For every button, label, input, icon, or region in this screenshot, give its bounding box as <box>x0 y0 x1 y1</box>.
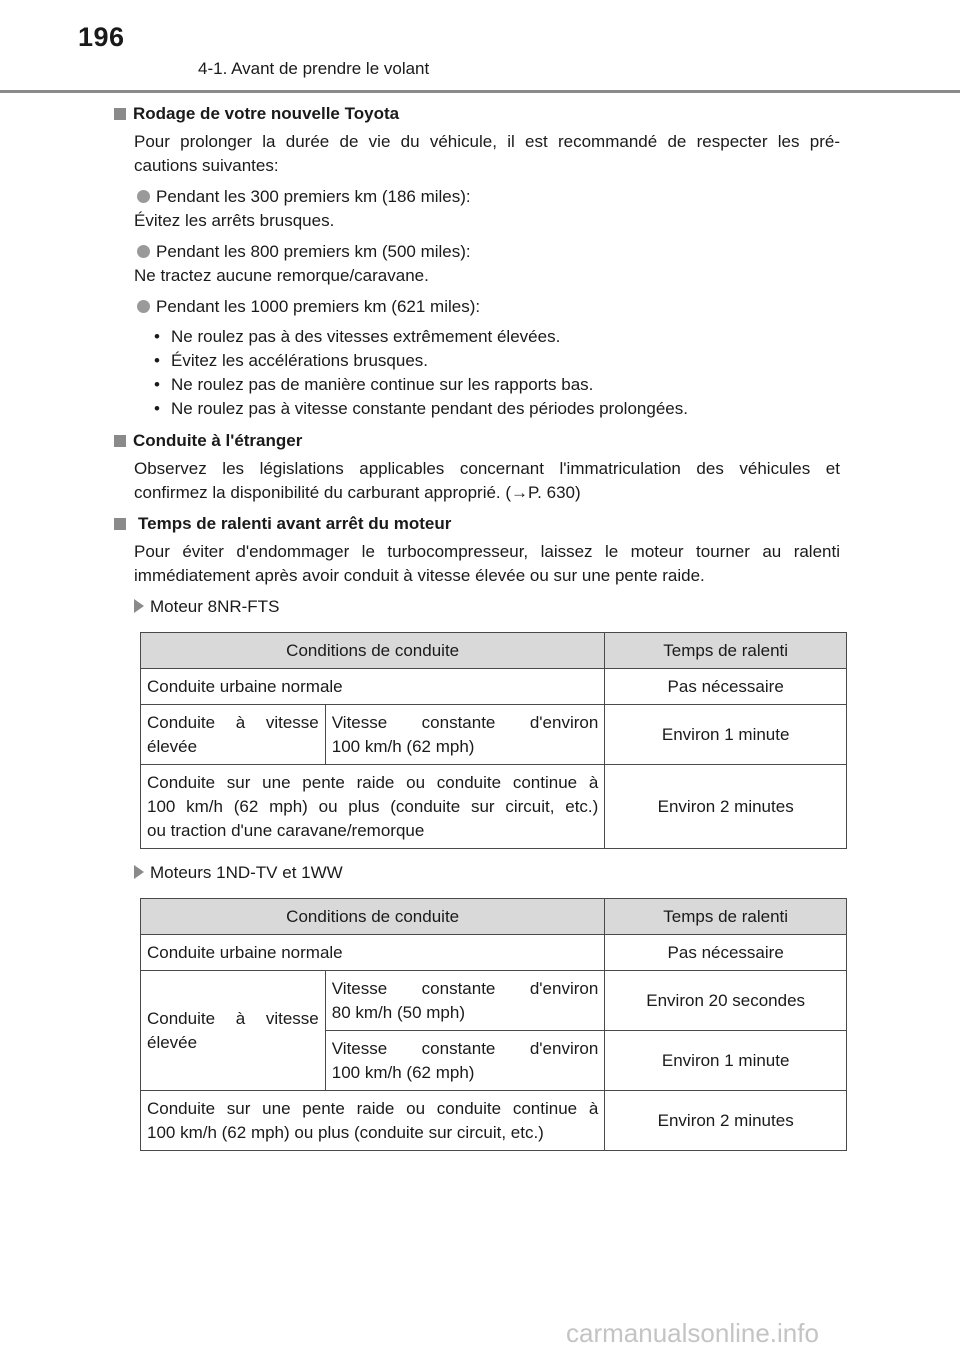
table-row <box>141 935 847 971</box>
cell-speed: Vitesse constante d'environ 80 km/h (50 mph) <box>325 971 605 1031</box>
page-header <box>0 0 960 92</box>
sub-item: • Évitez les accélérations brusques. <box>154 351 429 370</box>
sub-item-text: Ne roulez pas à des vitesses extrêmement élevées. <box>171 327 561 346</box>
cell-time: Pas nécessaire <box>605 935 847 971</box>
idle-table-8nr <box>140 632 847 849</box>
cell-time: Environ 2 minutes <box>605 765 847 849</box>
col-header-time: Temps de ralenti <box>605 633 847 669</box>
idle-table-1nd <box>140 898 847 1151</box>
cell-time: Environ 1 minute <box>605 705 847 765</box>
table-row <box>141 971 847 1031</box>
intro-line-2: cautions suivantes: <box>134 156 279 175</box>
cell-condition: Conduite urbaine normale <box>141 669 605 705</box>
intro-line-1: Pour prolonger la durée de vie du véhicule, il est recommandé de respecter les pré- <box>134 132 840 151</box>
ralenti-line-1: Pour éviter d'endommager le turbocompresseur, laissez le moteur tourner au ralenti <box>134 542 840 561</box>
heading-rodage <box>114 102 399 126</box>
sub-item: • Ne roulez pas de manière continue sur les rapports bas. <box>154 375 594 394</box>
sub-item: • Ne roulez pas à vitesse constante pendant des périodes prolongées. <box>154 399 688 418</box>
circle-bullet-icon <box>137 245 150 258</box>
heading-etranger <box>114 429 302 453</box>
table-row <box>141 669 847 705</box>
sub-item-text: Ne roulez pas à vitesse constante pendant des périodes prolongées. <box>171 399 688 418</box>
ralenti-line-2: immédiatement après avoir conduit à vitesse élevée ou sur une pente raide. <box>134 566 705 585</box>
bullet-subtext: Évitez les arrêts brusques. <box>134 211 335 230</box>
watermark: carmanualsonline.info <box>566 1318 819 1348</box>
cell-condition: Conduite urbaine normale <box>141 935 605 971</box>
table-header-row <box>141 633 847 669</box>
col-header-time: Temps de ralenti <box>605 899 847 935</box>
bullet-subtext: Ne tractez aucune remorque/caravane. <box>134 266 429 285</box>
heading-text: Conduite à l'étranger <box>133 431 303 450</box>
cell-condition: Conduite sur une pente raide ou conduite continue à 100 km/h (62 mph) ou plus (conduite sur circuit, etc.) ou traction d'une caravane/remorque <box>141 765 605 849</box>
table-header-row <box>141 899 847 935</box>
heading-text: Temps de ralenti avant arrêt du moteur <box>138 514 452 533</box>
cell-condition: Conduite à vitesse élevée <box>141 971 326 1091</box>
square-bullet-icon <box>114 108 126 120</box>
bullet-text: Pendant les 800 premiers km (500 miles): <box>156 242 471 261</box>
cell-speed: Vitesse constante d'environ 100 km/h (62 mph) <box>325 705 605 765</box>
etranger-line-1: Observez les législations applicables concernant l'immatriculation des véhicules et <box>134 459 840 478</box>
table-row <box>141 765 847 849</box>
cell-time: Environ 1 minute <box>605 1031 847 1091</box>
square-bullet-icon <box>114 518 126 530</box>
bullet-800km <box>134 240 837 288</box>
engine-text: Moteur 8NR-FTS <box>150 597 280 616</box>
bullet-text: Pendant les 300 premiers km (186 miles): <box>156 187 471 206</box>
bullet-text: Pendant les 1000 premiers km (621 miles): <box>156 297 481 316</box>
col-header-conditions: Conditions de conduite <box>141 899 605 935</box>
section-title: 4-1. Avant de prendre le volant <box>198 59 430 78</box>
etranger-line-2: confirmez la disponibilité du carburant approprié. (→P. 630) <box>134 483 581 502</box>
table-row <box>141 1091 847 1151</box>
heading-text: Rodage de votre nouvelle Toyota <box>133 104 400 123</box>
sub-item-text: Ne roulez pas de manière continue sur les rapports bas. <box>171 375 594 394</box>
cell-condition: Conduite à vitesse élevée <box>141 705 326 765</box>
triangle-marker-icon <box>134 865 144 879</box>
heading-ralenti <box>114 512 451 536</box>
cell-time: Environ 2 minutes <box>605 1091 847 1151</box>
sub-item: • Ne roulez pas à des vitesses extrêmement élevées. <box>154 327 561 346</box>
circle-bullet-icon <box>137 190 150 203</box>
engine-8nr-label <box>134 595 279 619</box>
bullet-300km <box>134 185 837 233</box>
table-row <box>141 705 847 765</box>
cell-time: Environ 20 secondes <box>605 971 847 1031</box>
sub-item-text: Évitez les accélérations brusques. <box>171 351 429 370</box>
page-number: 196 <box>78 22 125 52</box>
triangle-marker-icon <box>134 599 144 613</box>
header-rule <box>0 90 960 93</box>
col-header-conditions: Conditions de conduite <box>141 633 605 669</box>
cell-condition: Conduite sur une pente raide ou conduite continue à 100 km/h (62 mph) ou plus (conduite sur circuit, etc.) <box>141 1091 605 1151</box>
cell-time: Pas nécessaire <box>605 669 847 705</box>
engine-1nd-label <box>134 861 343 885</box>
engine-text: Moteurs 1ND-TV et 1WW <box>150 863 343 882</box>
bullet-1000km <box>137 295 837 319</box>
square-bullet-icon <box>114 435 126 447</box>
circle-bullet-icon <box>137 300 150 313</box>
cell-speed: Vitesse constante d'environ 100 km/h (62 mph) <box>325 1031 605 1091</box>
